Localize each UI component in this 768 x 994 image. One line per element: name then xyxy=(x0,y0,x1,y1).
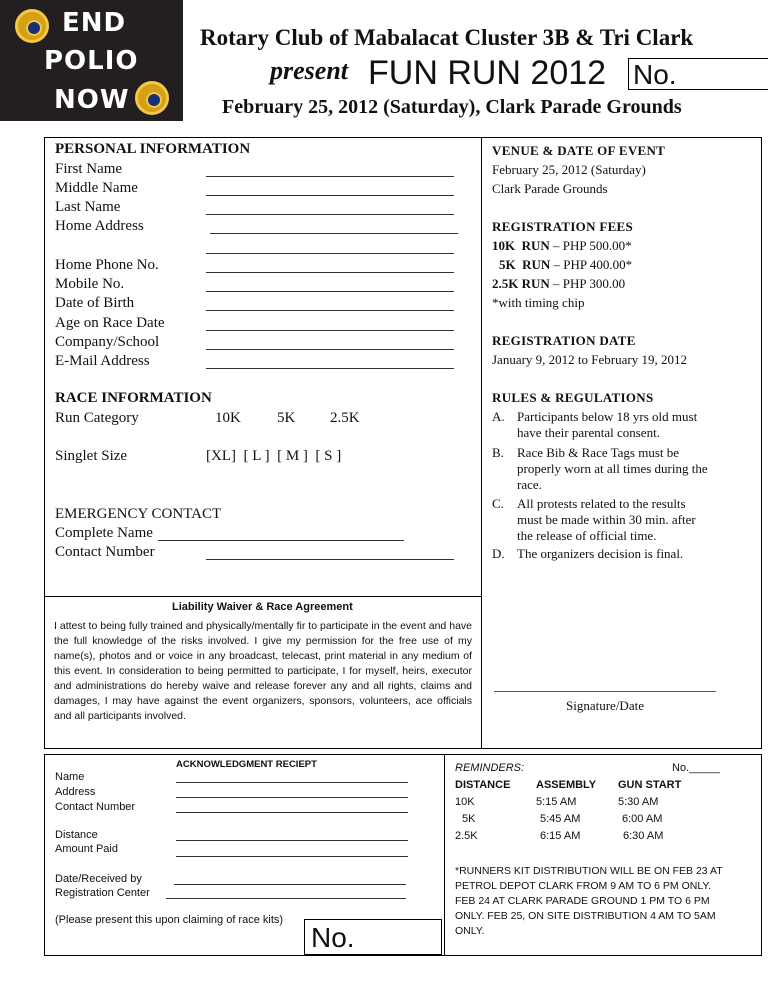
end-polio-now-logo xyxy=(0,0,183,121)
rule-letter-a: A. xyxy=(492,409,505,424)
emergency-number-field[interactable] xyxy=(206,559,454,560)
age-label: Age on Race Date xyxy=(55,315,165,331)
organizer-title: Rotary Club of Mabalacat Cluster 3B & Tri Clark xyxy=(200,25,694,50)
venue-date: February 25, 2012 (Saturday) xyxy=(492,162,646,177)
emergency-contact-heading: EMERGENCY CONTACT xyxy=(55,506,222,522)
logo-word-now: NOW xyxy=(54,85,130,115)
rule-letter-d: D. xyxy=(492,546,505,561)
dob-field[interactable] xyxy=(206,310,454,311)
receipt-center-field[interactable] xyxy=(166,898,406,899)
race-info-heading: RACE INFORMATION xyxy=(55,390,212,406)
reminders-number[interactable]: No._____ xyxy=(672,762,720,774)
receipt-name-label: Name xyxy=(55,771,85,783)
signature-label: Signature/Date xyxy=(566,698,644,713)
home-address-label: Home Address xyxy=(55,218,144,234)
venue-heading: VENUE & DATE OF EVENT xyxy=(492,143,666,158)
reminders-header-assembly: ASSEMBLY xyxy=(536,779,597,791)
receipt-name-field[interactable] xyxy=(176,782,408,783)
reg-date-value: January 9, 2012 to February 19, 2012 xyxy=(492,352,687,367)
last-name-label: Last Name xyxy=(55,199,121,215)
emergency-name-label: Complete Name xyxy=(55,525,153,541)
fees-heading: REGISTRATION FEES xyxy=(492,219,634,234)
reminders-row-5k-distance: 5K xyxy=(462,813,476,825)
receipt-center-label: Registration Center xyxy=(55,887,150,899)
email-label: E-Mail Address xyxy=(55,353,150,369)
first-name-label: First Name xyxy=(55,161,123,177)
receipt-address-label: Address xyxy=(55,786,96,798)
reminders-row-10k-distance: 10K xyxy=(455,796,475,808)
rule-c-text: All protests related to the results must be made within 30 min. after the release of official time. xyxy=(517,496,696,543)
reminders-row-2-5k-gunstart: 6:30 AM xyxy=(623,830,664,842)
receipt-received-field[interactable] xyxy=(174,884,406,885)
company-field[interactable] xyxy=(206,349,454,350)
middle-name-field[interactable] xyxy=(206,195,454,196)
run-category-label: Run Category xyxy=(55,410,139,426)
personal-info-heading: PERSONAL INFORMATION xyxy=(55,141,251,157)
receipt-title: ACKNOWLEDGMENT RECIEPT xyxy=(176,759,317,770)
reminders-row-2-5k-assembly: 6:15 AM xyxy=(540,830,581,842)
receipt-distance-field[interactable] xyxy=(176,840,408,841)
fee-row-2-5k: 2.5K RUN – PHP 300.00 xyxy=(492,276,626,291)
receipt-amount-label: Amount Paid xyxy=(55,843,118,855)
reminders-header-distance: DISTANCE xyxy=(455,779,511,791)
fee-row-5k: 5K RUN – PHP 400.00* xyxy=(499,257,633,272)
form-number-box[interactable]: No. xyxy=(628,58,768,90)
signature-line[interactable] xyxy=(494,691,716,692)
rule-d-text: The organizers decision is final. xyxy=(517,546,684,561)
mobile-field[interactable] xyxy=(206,291,454,292)
reminders-row-2-5k-distance: 2.5K xyxy=(455,830,478,842)
receipt-amount-field[interactable] xyxy=(176,856,408,857)
singlet-size-options[interactable]: [XL] [ L ] [ M ] [ S ] xyxy=(206,448,342,464)
rule-letter-b: B. xyxy=(492,445,504,460)
reminders-row-5k-assembly: 5:45 AM xyxy=(540,813,581,825)
receipt-note: (Please present this upon claiming of race kits) xyxy=(55,914,284,926)
category-5k[interactable]: 5K xyxy=(277,410,296,426)
event-title: FUN RUN 2012 xyxy=(368,54,607,92)
venue-place: Clark Parade Grounds xyxy=(492,181,608,196)
rule-letter-c: C. xyxy=(492,496,504,511)
emergency-number-label: Contact Number xyxy=(55,544,155,560)
receipt-contact-field[interactable] xyxy=(176,812,408,813)
home-phone-field[interactable] xyxy=(206,272,454,273)
rule-b-text: Race Bib & Race Tags must be properly worn at all times during the race. xyxy=(517,445,708,492)
logo-word-end: END xyxy=(62,8,127,38)
logo-word-polio: POLIO xyxy=(44,46,139,76)
rotary-gear-icon xyxy=(15,9,49,43)
kit-distribution-note: *RUNNERS KIT DISTRIBUTION WILL BE ON FEB 23 AT PETROL DEPOT CLARK FROM 9 AM TO 6 PM ONLY. FEB 24 AT CLARK PARADE GROUND 1 PM TO 6 PM ONLY. FEB 25, ON SITE DISTRIBUTION 4 AM TO 5AM ONLY. xyxy=(455,865,723,937)
column-divider xyxy=(481,137,482,749)
receipt-received-label: Date/Received by xyxy=(55,873,142,885)
receipt-divider xyxy=(444,754,445,956)
reminders-header-gunstart: GUN START xyxy=(618,779,682,791)
age-field[interactable] xyxy=(206,330,454,331)
singlet-size-label: Singlet Size xyxy=(55,448,128,464)
reminders-row-10k-assembly: 5:15 AM xyxy=(536,796,577,808)
company-label: Company/School xyxy=(55,334,160,350)
receipt-number-box[interactable]: No. xyxy=(304,919,442,955)
home-phone-label: Home Phone No. xyxy=(55,257,159,273)
rule-a-text: Participants below 18 yrs old must have their parental consent. xyxy=(517,409,698,440)
category-2-5k[interactable]: 2.5K xyxy=(330,410,360,426)
mobile-label: Mobile No. xyxy=(55,276,125,292)
first-name-field[interactable] xyxy=(206,176,454,177)
middle-name-label: Middle Name xyxy=(55,180,138,196)
home-address-field[interactable] xyxy=(210,233,458,234)
reminders-row-5k-gunstart: 6:00 AM xyxy=(622,813,663,825)
receipt-contact-label: Contact Number xyxy=(55,801,136,813)
dob-label: Date of Birth xyxy=(55,295,135,311)
reg-date-heading: REGISTRATION DATE xyxy=(492,333,636,348)
email-field[interactable] xyxy=(206,368,454,369)
waiver-title: Liability Waiver & Race Agreement xyxy=(172,601,353,613)
rotary-gear-icon xyxy=(135,81,169,115)
event-date-line: February 25, 2012 (Saturday), Clark Parade Grounds xyxy=(222,96,682,118)
home-address-field-2[interactable] xyxy=(206,253,454,254)
receipt-distance-label: Distance xyxy=(55,829,98,841)
reminders-row-10k-gunstart: 5:30 AM xyxy=(618,796,659,808)
rules-heading: RULES & REGULATIONS xyxy=(492,390,654,405)
waiver-text: I attest to being fully trained and physically/mentally fir to participate in the event and have the full knowledge of the risks involved. I give my permission for the free use of my name(s), photos and or voice in any broadcast, telecast, print material in any medium of this event. In consideration to being permitted to participate, I for myself, heirs, executor and administrations do hereby waive and release forever any and all rights, claims and damages, I may have against the event organizers, sponsors, volunteers, ace officials and all participants involved. xyxy=(54,620,472,722)
fee-note: *with timing chip xyxy=(492,295,585,310)
fee-row-10k: 10K RUN – PHP 500.00* xyxy=(492,238,632,253)
reminders-title: REMINDERS: xyxy=(455,762,525,774)
last-name-field[interactable] xyxy=(206,214,454,215)
category-10k[interactable]: 10K xyxy=(215,410,241,426)
emergency-name-field[interactable] xyxy=(158,540,404,541)
receipt-address-field[interactable] xyxy=(176,797,408,798)
present-word: present xyxy=(270,56,348,85)
waiver-divider xyxy=(44,596,482,597)
